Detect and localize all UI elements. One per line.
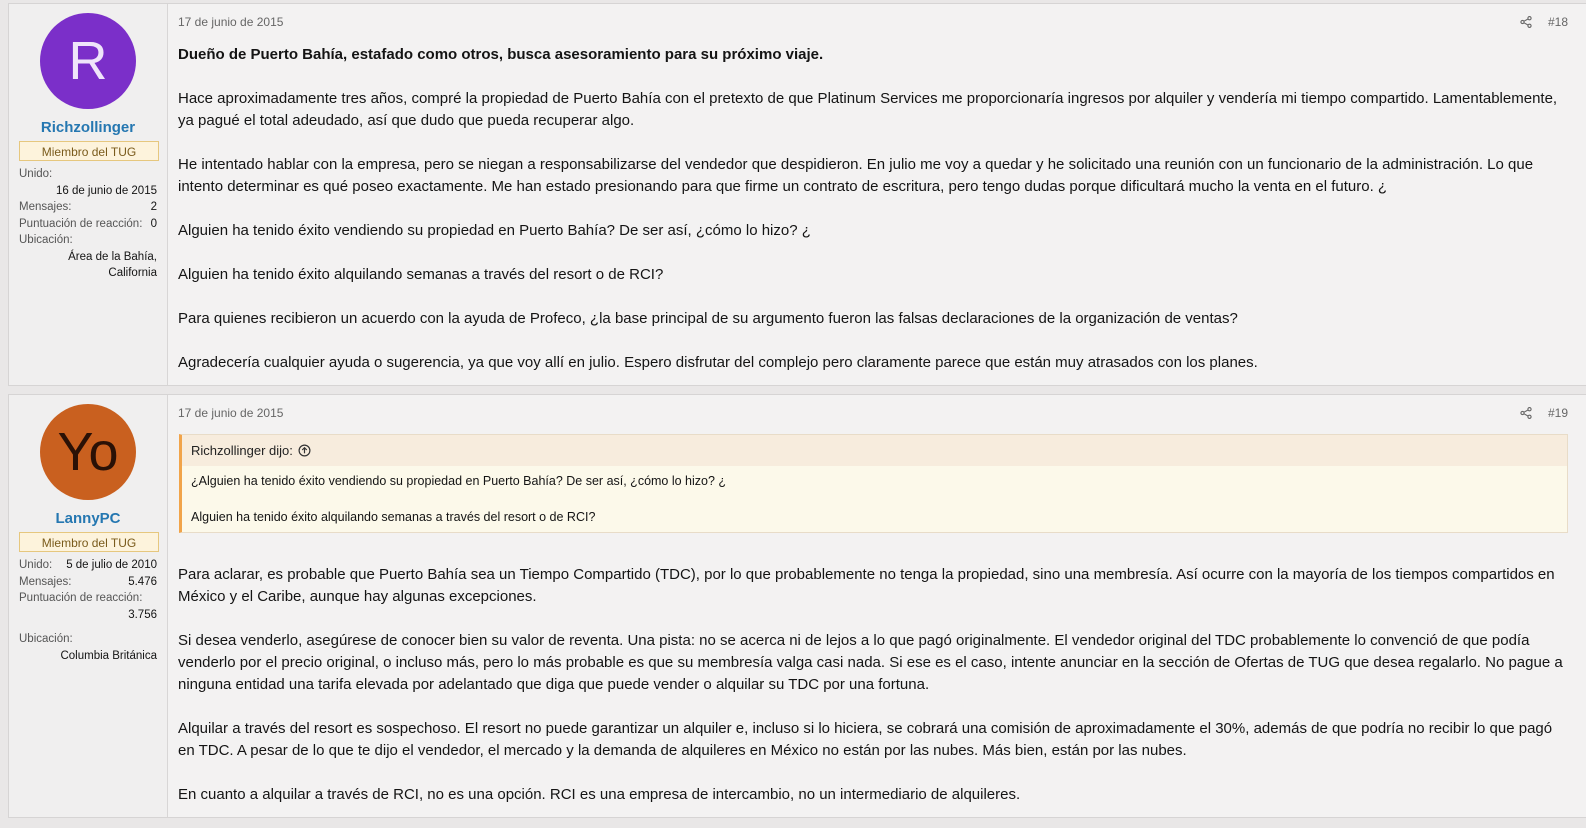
post-number[interactable]: #19 <box>1547 406 1568 420</box>
arrow-up-circle-icon[interactable] <box>298 444 311 457</box>
messages-value: 2 <box>150 201 157 213</box>
avatar[interactable]: Yo <box>40 404 136 500</box>
post-main <box>178 395 1586 817</box>
post-date[interactable]: 17 de junio de 2015 <box>178 406 284 420</box>
paragraph: Si desea venderlo, asegúrese de conocer bien su valor de reventa. Una pista: no se acerca ni de lejos a lo que pagó originalmente. El vendedor original del TDC probablemente lo convenció de que podía venderlo por el precio original, o incluso más, pero lo más probable es que su membresía valga casi nada. Si ese es el caso, intente anunciar en la sección de Ofertas de TUG que desea regalarlo. No pague a ninguna entidad una tarifa elevada por adelantado que diga que puede vender o alquilar su TDC por una fortuna. <box>178 632 1563 693</box>
paragraph: En cuanto a alquilar a través de RCI, no es una opción. RCI es una empresa de intercambio, no un intermediario de alquileres. <box>178 786 1021 803</box>
post-19 <box>8 394 1586 818</box>
location-label: Ubicación: <box>19 633 73 645</box>
post-content <box>178 564 1568 828</box>
location-line1[interactable]: Columbia Británica <box>60 649 157 662</box>
post-title: Dueño de Puerto Bahía, estafado como otros, busca asesoramiento para su próximo viaje. <box>178 46 824 63</box>
share-icon[interactable] <box>1520 407 1532 419</box>
paragraph: Alquilar a través del resort es sospechoso. El resort no puede garantizar un alquiler e, incluso si lo hiciera, se cobrará una comisión de aproximadamente el 30%, además de que podría no recibir lo que pagó en TDC. A pesar de lo que te dijo el vendedor, el mercado y la demanda de alquileres en México no están por las nubes. Más bien, están por las nubes. <box>178 720 1553 759</box>
username-link[interactable]: LannyPC <box>55 510 121 527</box>
joined-label: Unido: <box>19 168 53 180</box>
quote-header[interactable] <box>182 435 1567 466</box>
reaction-label: Puntuación de reacción: <box>19 217 143 230</box>
location-label: Ubicación: <box>19 234 73 246</box>
reaction-value: 0 <box>150 217 157 230</box>
post-content <box>178 44 1568 396</box>
avatar[interactable]: R <box>40 13 136 109</box>
quote-line: ¿Alguien ha tenido éxito vendiendo su propiedad en Puerto Bahía? De ser así, ¿cómo lo hizo? ¿ <box>191 474 727 488</box>
messages-label: Mensajes: <box>19 575 72 588</box>
paragraph: Hace aproximadamente tres años, compré la propiedad de Puerto Bahía con el pretexto de que Platinum Services me proporcionaría ingresos por alquiler y vendería mi tiempo compartido. Lamentablemente, ya pagué el total adeudado, así que dudo que pueda recuperar algo. <box>178 90 1558 129</box>
user-panel <box>9 4 168 385</box>
post-number[interactable]: #18 <box>1547 15 1568 29</box>
location-line1[interactable]: Área de la Bahía, <box>68 250 157 263</box>
location-line2[interactable]: California <box>108 267 157 279</box>
reaction-value: 3.756 <box>128 608 157 621</box>
paragraph: Para aclarar, es probable que Puerto Bahía sea un Tiempo Compartido (TDC), por lo que probablemente no tenga la propiedad, sino una membresía. Así ocurre con la mayoría de los tiempos compartidos en México y el Caribe, aunque hay algunas excepciones. <box>178 566 1555 605</box>
paragraph: Alguien ha tenido éxito vendiendo su propiedad en Puerto Bahía? De ser así, ¿cómo lo hizo? ¿ <box>178 222 811 239</box>
quote-body <box>182 466 1567 550</box>
share-icon[interactable] <box>1520 16 1532 28</box>
user-info <box>19 557 157 664</box>
user-panel <box>9 395 168 817</box>
joined-value: 16 de junio de 2015 <box>55 184 157 197</box>
member-badge: Miembro del TUG <box>19 141 159 161</box>
member-badge: Miembro del TUG <box>19 532 159 552</box>
quote-line: Alguien ha tenido éxito alquilando semanas a través del resort o de RCI? <box>191 510 596 524</box>
username-link[interactable]: Richzollinger <box>40 119 136 136</box>
paragraph: Para quienes recibieron un acuerdo con la ayuda de Profeco, ¿la base principal de su argumento fueron las falsas declaraciones de la organización de ventas? <box>178 310 1238 327</box>
messages-label: Mensajes: <box>19 201 72 213</box>
quote-author[interactable]: Richzollinger dijo: <box>191 443 293 458</box>
post-actions <box>1520 15 1568 29</box>
joined-label: Unido: <box>19 559 53 571</box>
quote-block <box>179 434 1568 533</box>
paragraph: Agradecería cualquier ayuda o sugerencia, ya que voy allí en julio. Espero disfrutar del complejo pero claramente parece que están muy atrasados con los planes. <box>178 354 1258 371</box>
post-18 <box>8 3 1586 386</box>
user-info <box>19 166 157 282</box>
joined-value: 5 de julio de 2010 <box>66 559 157 571</box>
reaction-label: Puntuación de reacción: <box>19 592 143 604</box>
paragraph: Alguien ha tenido éxito alquilando semanas a través del resort o de RCI? <box>178 266 664 283</box>
post-date[interactable]: 17 de junio de 2015 <box>178 15 284 29</box>
post-main <box>178 4 1586 385</box>
post-actions <box>1520 406 1568 420</box>
paragraph: He intentado hablar con la empresa, pero se niegan a responsabilizarse del vendedor que despidieron. En julio me voy a quedar y he solicitado una reunión con un funcionario de la administración. Lo que intento determinar es qué poseo exactamente. Me han estado presionando para que firme un contrato de escritura, pero tengo dudas porque dificultará mucho la venta en el futuro. ¿ <box>178 156 1534 195</box>
messages-value: 5.476 <box>128 575 157 588</box>
